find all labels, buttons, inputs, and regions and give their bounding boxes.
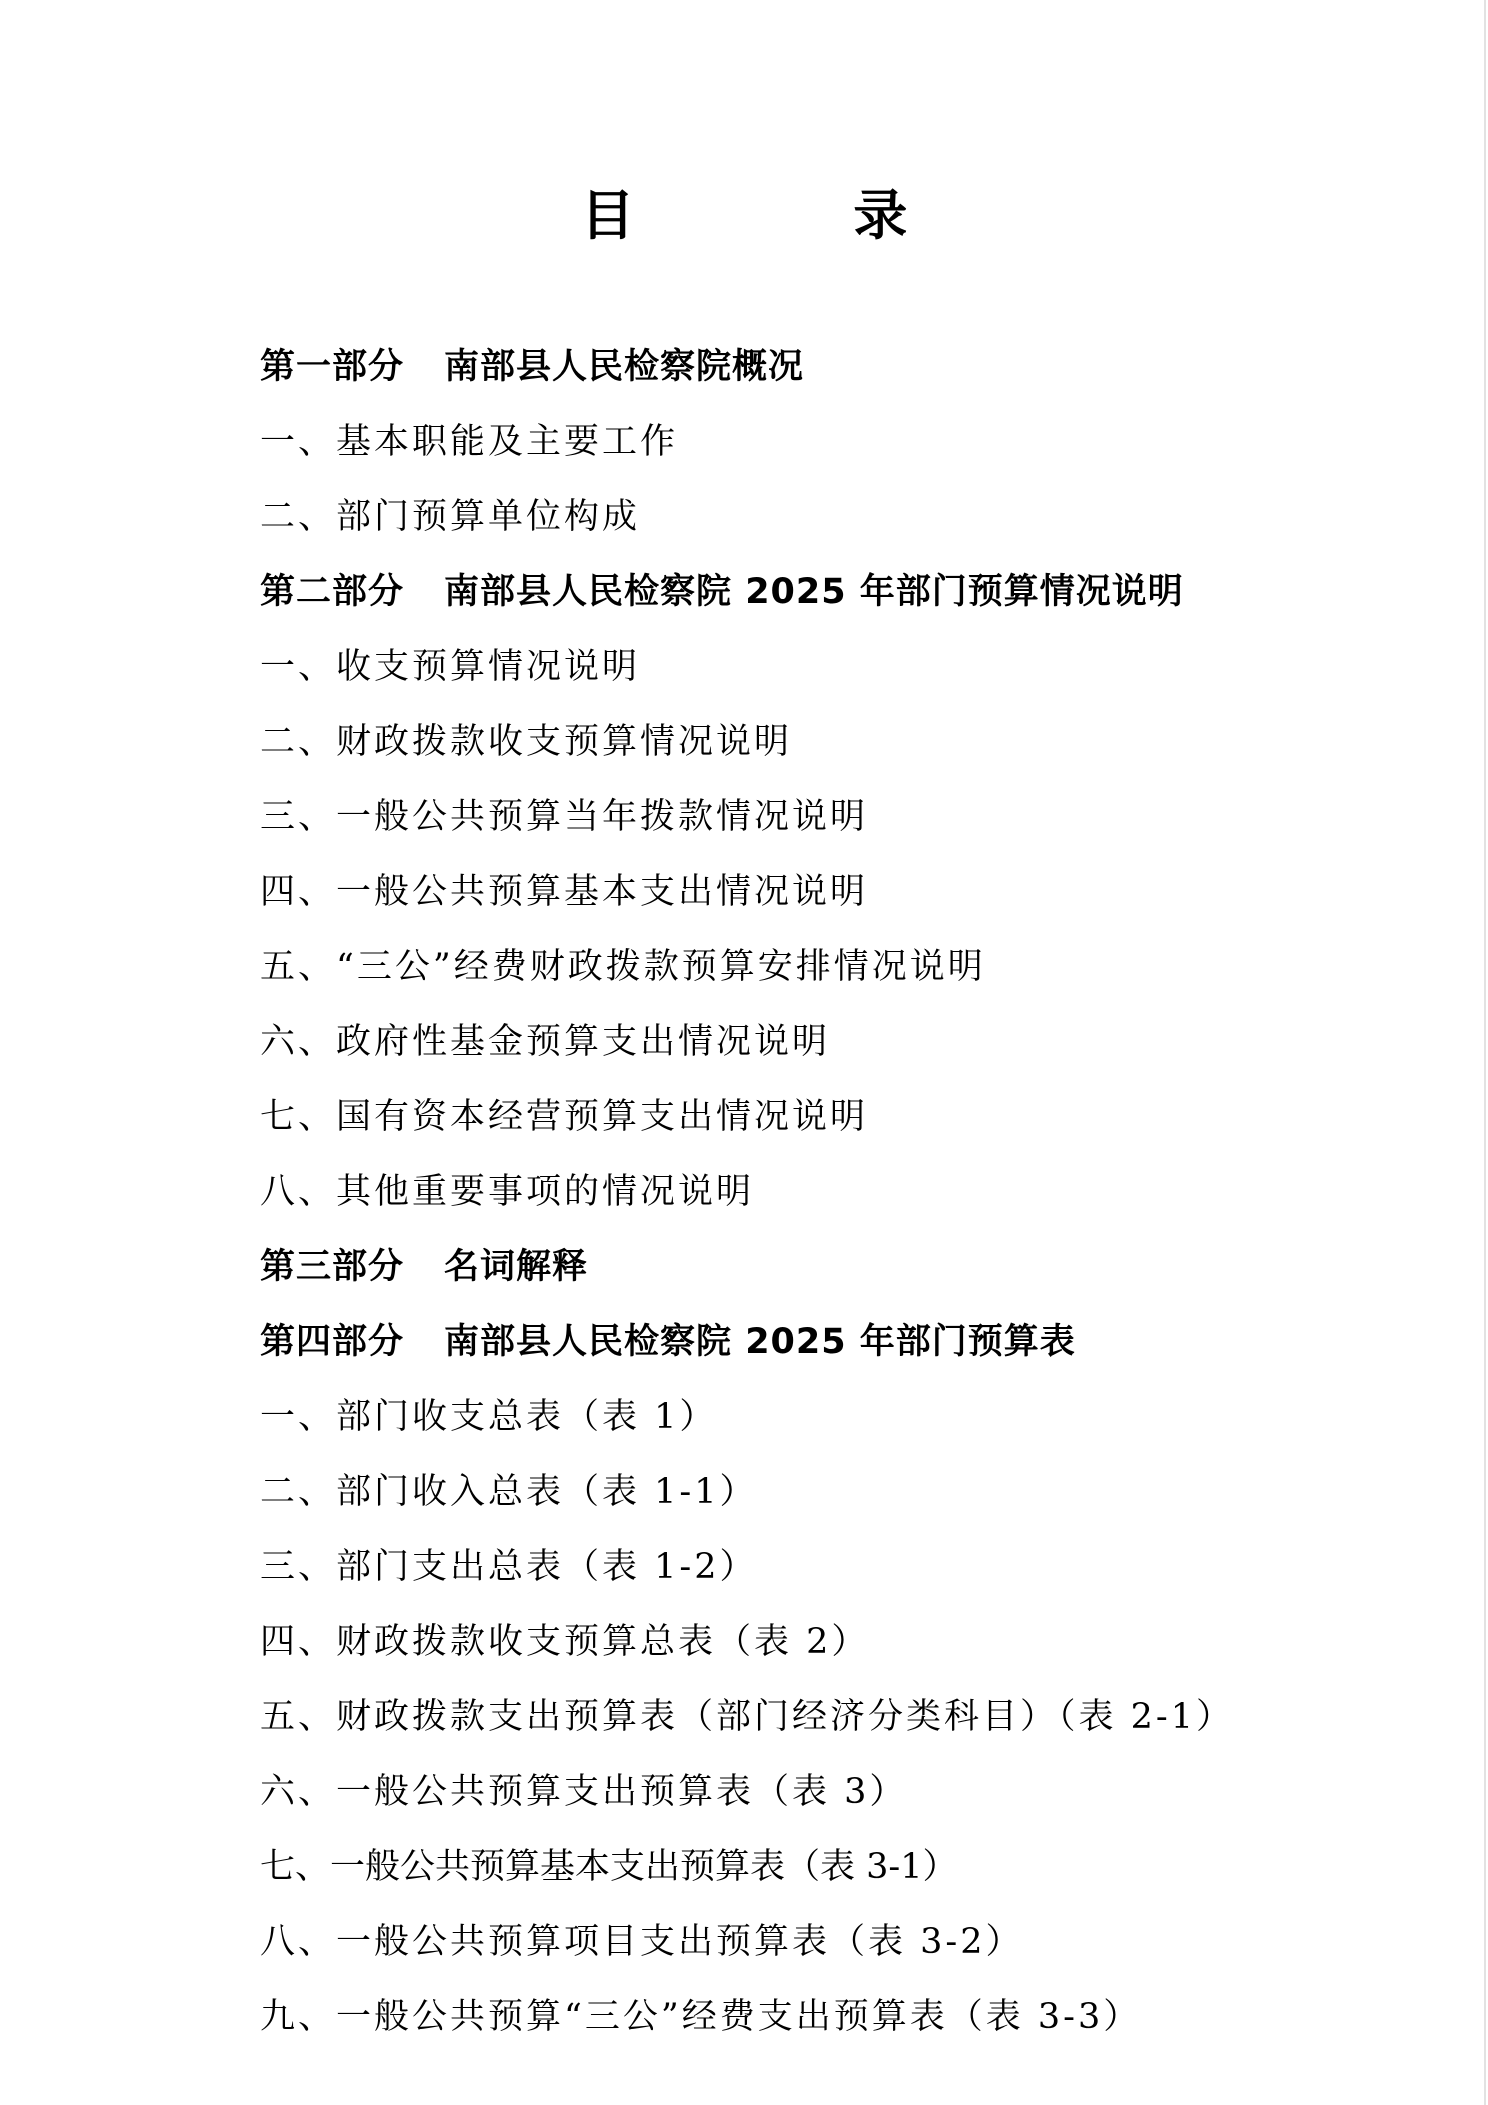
toc-part-2[interactable] [260, 563, 1460, 638]
toc-part-label: 第一部分 [260, 347, 405, 387]
page-edge-divider [1484, 0, 1486, 2105]
toc-item[interactable]: 二、部门预算单位构成 [260, 497, 641, 537]
toc-item[interactable]: 一、收支预算情况说明 [260, 647, 641, 687]
toc-item[interactable]: 三、部门支出总表（表 1-2） [260, 1547, 758, 1587]
toc-item[interactable]: 八、其他重要事项的情况说明 [260, 1172, 755, 1212]
toc-item[interactable]: 三、一般公共预算当年拨款情况说明 [260, 797, 869, 837]
toc-item[interactable]: 七、一般公共预算基本支出预算表（表 3-1） [260, 1847, 958, 1887]
page-title: 目 录 [580, 183, 1008, 247]
toc-part-title: 南部县人民检察院概况 [444, 347, 805, 387]
toc-item[interactable]: 五、财政拨款支出预算表（部门经济分类科目）（表 2-1） [260, 1697, 1234, 1737]
toc-item[interactable]: 二、财政拨款收支预算情况说明 [260, 722, 793, 762]
toc-item[interactable]: 六、一般公共预算支出预算表（表 3） [260, 1772, 908, 1812]
toc-item[interactable]: 一、部门收支总表（表 1） [260, 1397, 718, 1437]
toc-part-title: 名词解释 [444, 1247, 589, 1287]
toc-part-label: 第二部分 [260, 572, 405, 612]
toc-part-4[interactable] [260, 1313, 1460, 1388]
toc-part-title: 南部县人民检察院 2025 年部门预算表 [444, 1322, 1076, 1362]
toc-item[interactable]: 九、一般公共预算“三公”经费支出预算表（表 3-3） [260, 1997, 1142, 2037]
toc-item[interactable]: 七、国有资本经营预算支出情况说明 [260, 1097, 869, 1137]
toc-item[interactable]: 一、基本职能及主要工作 [260, 422, 679, 462]
toc-part-1[interactable] [260, 338, 1460, 413]
toc-item[interactable]: 八、一般公共预算项目支出预算表（表 3-2） [260, 1922, 1024, 1962]
toc-item[interactable]: 六、政府性基金预算支出情况说明 [260, 1022, 831, 1062]
toc-item[interactable]: 四、一般公共预算基本支出情况说明 [260, 872, 869, 912]
toc-part-3[interactable] [260, 1238, 1460, 1313]
toc-item[interactable]: 二、部门收入总表（表 1-1） [260, 1472, 758, 1512]
toc-part-title: 南部县人民检察院 2025 年部门预算情况说明 [444, 572, 1184, 612]
toc-part-label: 第四部分 [260, 1322, 405, 1362]
toc-item[interactable]: 四、财政拨款收支预算总表（表 2） [260, 1622, 870, 1662]
toc-item[interactable]: 五、“三公”经费财政拨款预算安排情况说明 [260, 947, 986, 987]
table-of-contents [260, 338, 1460, 2063]
toc-part-label: 第三部分 [260, 1247, 405, 1287]
